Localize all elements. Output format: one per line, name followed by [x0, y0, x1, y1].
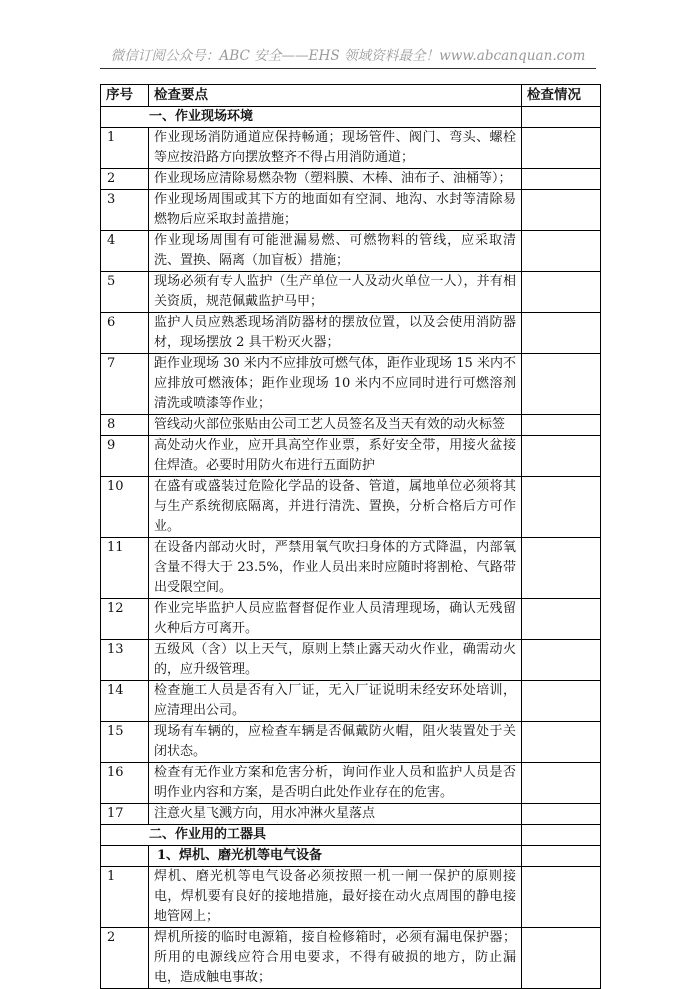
empty-cell — [101, 846, 149, 867]
status-cell — [522, 190, 601, 231]
header-rule — [100, 68, 596, 69]
inspection-checklist-table — [100, 84, 601, 989]
table-row — [101, 169, 601, 190]
table-row — [101, 804, 601, 825]
table-row — [101, 477, 601, 538]
section-title: 二、作业用的工器具 — [101, 825, 522, 846]
table-row — [101, 231, 601, 272]
section-row — [101, 825, 601, 846]
table-row — [101, 928, 601, 989]
table-row — [101, 190, 601, 231]
row-number: 5 — [101, 272, 149, 313]
subsection-title: 1、焊机、磨光机等电气设备 — [149, 846, 522, 867]
status-cell — [522, 722, 601, 763]
section-2-rows — [101, 867, 601, 989]
check-point-text: 在盛有或盛装过危险化学品的设备、管道，属地单位必须将其与生产系统彻底隔离，并进行清洗、置换，分析合格后方可作业。 — [149, 477, 522, 538]
section-row — [101, 107, 601, 128]
table-row — [101, 681, 601, 722]
status-cell — [522, 272, 601, 313]
check-point-text: 检查有无作业方案和危害分析，询问作业人员和监护人员是否明作业内容和方案，是否明白此处作业存在的危害。 — [149, 763, 522, 804]
table-header-row — [101, 85, 601, 107]
check-point-text: 焊机所接的临时电源箱，接自检修箱时，必须有漏电保护器；所用的电源线应符合用电要求，不得有破损的地方，防止漏电，造成触电事故； — [149, 928, 522, 989]
check-point-text: 作业完毕监护人员应监督督促作业人员清理现场，确认无残留火种后方可离开。 — [149, 599, 522, 640]
column-header-no: 序号 — [101, 85, 149, 107]
row-number: 13 — [101, 640, 149, 681]
status-cell — [522, 867, 601, 928]
status-cell — [522, 128, 601, 169]
row-number: 3 — [101, 190, 149, 231]
row-number: 4 — [101, 231, 149, 272]
row-number: 7 — [101, 354, 149, 415]
table-row — [101, 640, 601, 681]
status-cell — [522, 763, 601, 804]
check-point-text: 现场必须有专人监护（生产单位一人及动火单位一人），并有相关资质，规范佩戴监护马甲； — [149, 272, 522, 313]
row-number: 9 — [101, 436, 149, 477]
table-row — [101, 436, 601, 477]
status-cell — [522, 313, 601, 354]
status-cell — [522, 436, 601, 477]
table-row — [101, 354, 601, 415]
check-point-text: 现场有车辆的，应检查车辆是否佩戴防火帽，阻火装置处于关闭状态。 — [149, 722, 522, 763]
row-number: 15 — [101, 722, 149, 763]
check-point-text: 作业现场应清除易燃杂物（塑料膜、木棒、油布子、油桶等）； — [149, 169, 522, 190]
row-number: 17 — [101, 804, 149, 825]
check-point-text: 作业现场周围有可能泄漏易燃、可燃物料的管线，应采取清洗、置换、隔离（加盲板）措施； — [149, 231, 522, 272]
check-point-text: 高处动火作业，应开具高空作业票，系好安全带，用接火盆接住焊渣。必要时用防火布进行五面防护 — [149, 436, 522, 477]
status-cell — [522, 804, 601, 825]
status-cell — [522, 354, 601, 415]
status-cell — [522, 640, 601, 681]
row-number: 2 — [101, 169, 149, 190]
section-1-rows — [101, 128, 601, 825]
status-cell — [522, 477, 601, 538]
status-cell — [522, 681, 601, 722]
check-point-text: 距作业现场 30 米内不应排放可燃气体，距作业现场 15 米内不应排放可燃液体；距作业现场 10 米内不应同时进行可燃溶剂清洗或喷漆等作业； — [149, 354, 522, 415]
row-number: 2 — [101, 928, 149, 989]
status-cell — [522, 415, 601, 436]
check-point-text: 焊机、磨光机等电气设备必须按照一机一闸一保护的原则接电，焊机要有良好的接地措施，最好接在动火点周围的静电接地管网上； — [149, 867, 522, 928]
row-number: 14 — [101, 681, 149, 722]
row-number: 16 — [101, 763, 149, 804]
status-cell — [522, 846, 601, 867]
table-row — [101, 867, 601, 928]
check-point-text: 在设备内部动火时，严禁用氧气吹扫身体的方式降温，内部氧含量不得大于 23.5%，作业人员出来时应随时将割枪、气路带出受限空间。 — [149, 538, 522, 599]
column-header-status: 检查情况 — [522, 85, 601, 107]
status-cell — [522, 599, 601, 640]
table-row — [101, 722, 601, 763]
table-row — [101, 272, 601, 313]
row-number: 10 — [101, 477, 149, 538]
status-cell — [522, 231, 601, 272]
check-point-text: 管线动火部位张贴由公司工艺人员签名及当天有效的动火标签 — [149, 415, 522, 436]
check-point-text: 五级风（含）以上天气，原则上禁止露天动火作业，确需动火的，应升级管理。 — [149, 640, 522, 681]
table-row — [101, 538, 601, 599]
status-cell — [522, 825, 601, 846]
table-row — [101, 313, 601, 354]
check-point-text: 作业现场周围或其下方的地面如有空洞、地沟、水封等清除易燃物后应采取封盖措施； — [149, 190, 522, 231]
table-row — [101, 415, 601, 436]
page-header-watermark: 微信订阅公众号：ABC 安全——EHS 领域资料最全！www.abcanquan.com — [110, 48, 586, 64]
column-header-point: 检查要点 — [149, 85, 522, 107]
subsection-row — [101, 846, 601, 867]
check-point-text: 注意火星飞溅方向，用水冲淋火星落点 — [149, 804, 522, 825]
status-cell — [522, 538, 601, 599]
check-point-text: 作业现场消防通道应保持畅通；现场管件、阀门、弯头、螺栓等应按沿路方向摆放整齐不得占用消防通道； — [149, 128, 522, 169]
row-number: 11 — [101, 538, 149, 599]
row-number: 6 — [101, 313, 149, 354]
row-number: 8 — [101, 415, 149, 436]
table-row — [101, 763, 601, 804]
row-number: 1 — [101, 867, 149, 928]
status-cell — [522, 169, 601, 190]
table-row — [101, 599, 601, 640]
table-row — [101, 128, 601, 169]
check-point-text: 监护人员应熟悉现场消防器材的摆放位置，以及会使用消防器材，现场摆放 2 具干粉灭火器； — [149, 313, 522, 354]
row-number: 12 — [101, 599, 149, 640]
status-cell — [522, 928, 601, 989]
row-number: 1 — [101, 128, 149, 169]
status-cell — [522, 107, 601, 128]
check-point-text: 检查施工人员是否有入厂证，无入厂证说明未经安环处培训，应清理出公司。 — [149, 681, 522, 722]
section-title: 一、作业现场环境 — [101, 107, 522, 128]
